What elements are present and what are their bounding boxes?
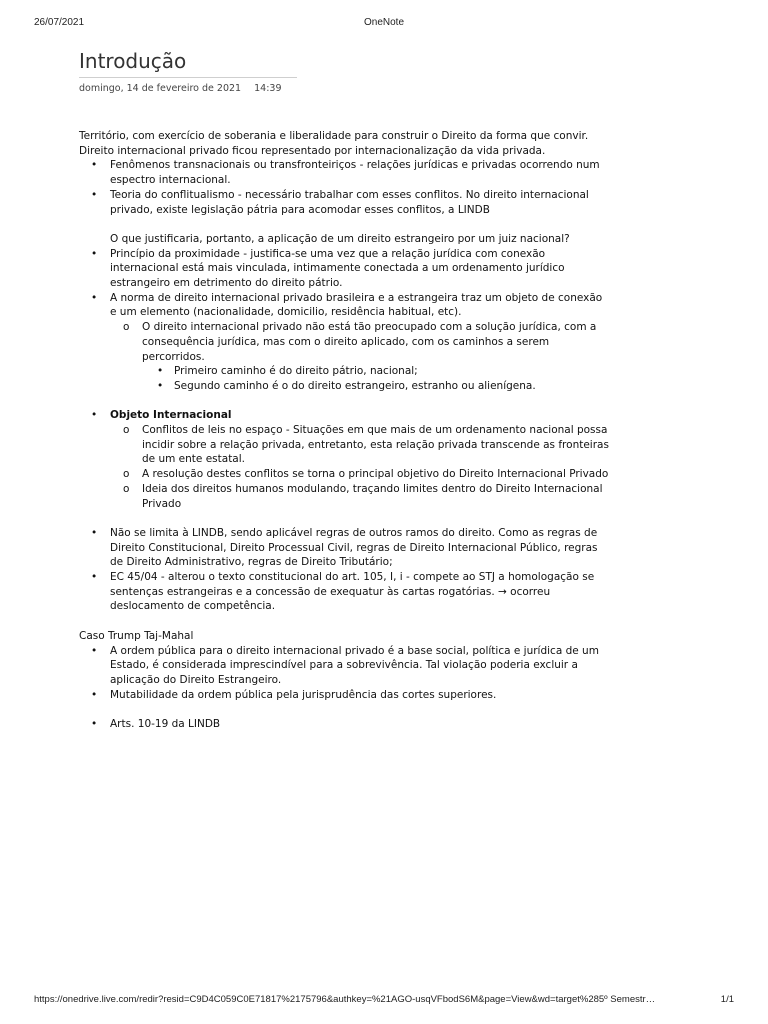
question-text: O que justificaria, portanto, a aplicação de um direito estrangeiro por um juiz nacional?: [110, 232, 570, 245]
title-divider: [79, 77, 297, 78]
list-item: • Fenômenos transnacionais ou transfronteiriços - relações jurídicas e privadas ocorrendo num espectro internacional.: [79, 158, 609, 187]
list-item: • Mutabilidade da ordem pública pela jurisprudência das cortes superiores.: [79, 688, 609, 703]
bullet-list-c: [79, 526, 609, 614]
print-footer: [34, 994, 734, 1008]
bullet-list-d: [79, 644, 609, 703]
list-item-text: A norma de direito internacional privado brasileira e a estrangeira traz um objeto de conexão e um elemento (nacionalidade, domicilio, residência habitual, etc).: [110, 291, 603, 319]
sub-sub-list-item: • Primeiro caminho é do direito pátrio, nacional;: [142, 364, 609, 379]
sub-list-item: o Conflitos de leis no espaço - Situações em que mais de um ordenamento nacional possa incidir sobre a relação privada, entretanto, esta relação privada transcende as fronteiras de um ente estatal.: [110, 423, 609, 467]
print-app-name: OneNote: [363, 17, 405, 28]
intro-line-2: Direito internacional privado ficou representado por internacionalização da vida privada.: [79, 144, 546, 157]
objeto-item: [79, 408, 609, 511]
objeto-heading: Objeto Internacional: [110, 409, 232, 422]
sub-sub-list-item: • Segundo caminho é o do direito estrangeiro, estranho ou alienígena.: [142, 379, 609, 394]
sub-list-item: o Ideia dos direitos humanos modulando, traçando limites dentro do Direito Internacional Privado: [110, 482, 609, 511]
print-header: [34, 17, 734, 31]
source-url[interactable]: https://onedrive.live.com/redir?resid=C9D4C059C0E71817%2175796&authkey=%21AGO-usqVFbodS6M&page=View&wd=target%285º Semestr…: [34, 994, 656, 1005]
print-date: 26/07/2021: [34, 17, 85, 28]
page-timestamp: [79, 83, 282, 94]
bullet-list-a: [79, 158, 609, 217]
list-item: • EC 45/04 - alterou o texto constitucional do art. 105, I, i - compete ao STJ a homologação se sentenças estrangeiras e a concessão de exequatur às cartas rogatórias. → ocorreu deslocamento de competência.: [79, 570, 609, 614]
list-item: • Princípio da proximidade - justifica-se uma vez que a relação jurídica com conexão internacional está mais vinculada, intimamente conectada a um ordenamento jurídico estrangeiro em detrimento do direito pátrio.: [79, 247, 609, 291]
bullet-list-b: [79, 247, 609, 394]
list-item: • Arts. 10-19 da LINDB: [79, 717, 609, 732]
objeto-sub-list: [110, 423, 609, 511]
sub-list-item-text: O direito internacional privado não está tão preocupado com a solução jurídica, com a consequência jurídica, mas com o direito aplicado, com os caminhos a serem percorridos.: [142, 321, 597, 363]
list-item: • A ordem pública para o direito internacional privado é a base social, política e jurídica de um Estado, é considerada imprescindível para a sobrevivência. Tal violação poderia excluir a aplicação do Direito Estrangeiro.: [79, 644, 609, 688]
page-count: 1/1: [720, 994, 734, 1005]
sub-list-b: [110, 320, 609, 394]
list-item: • Não se limita à LINDB, sendo aplicável regras de outros ramos do direito. Como as regras de Direito Constitucional, Direito Processual Civil, regras de Direito Internacional Público, regras de Direito Administrativo, regras de Direito Tributário;: [79, 526, 609, 570]
sub-list-item: [110, 320, 609, 394]
sub-sub-list-b: [142, 364, 609, 393]
page-date: domingo, 14 de fevereiro de 2021: [79, 83, 242, 94]
bullet-list-e: [79, 717, 609, 732]
objeto-list: [79, 408, 609, 511]
list-item: [79, 291, 609, 394]
list-item: • Teoria do conflitualismo - necessário trabalhar com esses conflitos. No direito internacional privado, existe legislação pátria para acomodar esses conflitos, a LINDB: [79, 188, 609, 217]
note-body: [79, 129, 609, 732]
page-title: Introdução: [79, 49, 187, 73]
caso-heading: Caso Trump Taj-Mahal: [79, 629, 194, 642]
intro-line-1: Território, com exercício de soberania e liberalidade para construir o Direito da forma que convir.: [79, 130, 589, 142]
page-time: 14:39: [254, 83, 282, 94]
sub-list-item: o A resolução destes conflitos se torna o principal objetivo do Direito Internacional Privado: [110, 467, 609, 482]
